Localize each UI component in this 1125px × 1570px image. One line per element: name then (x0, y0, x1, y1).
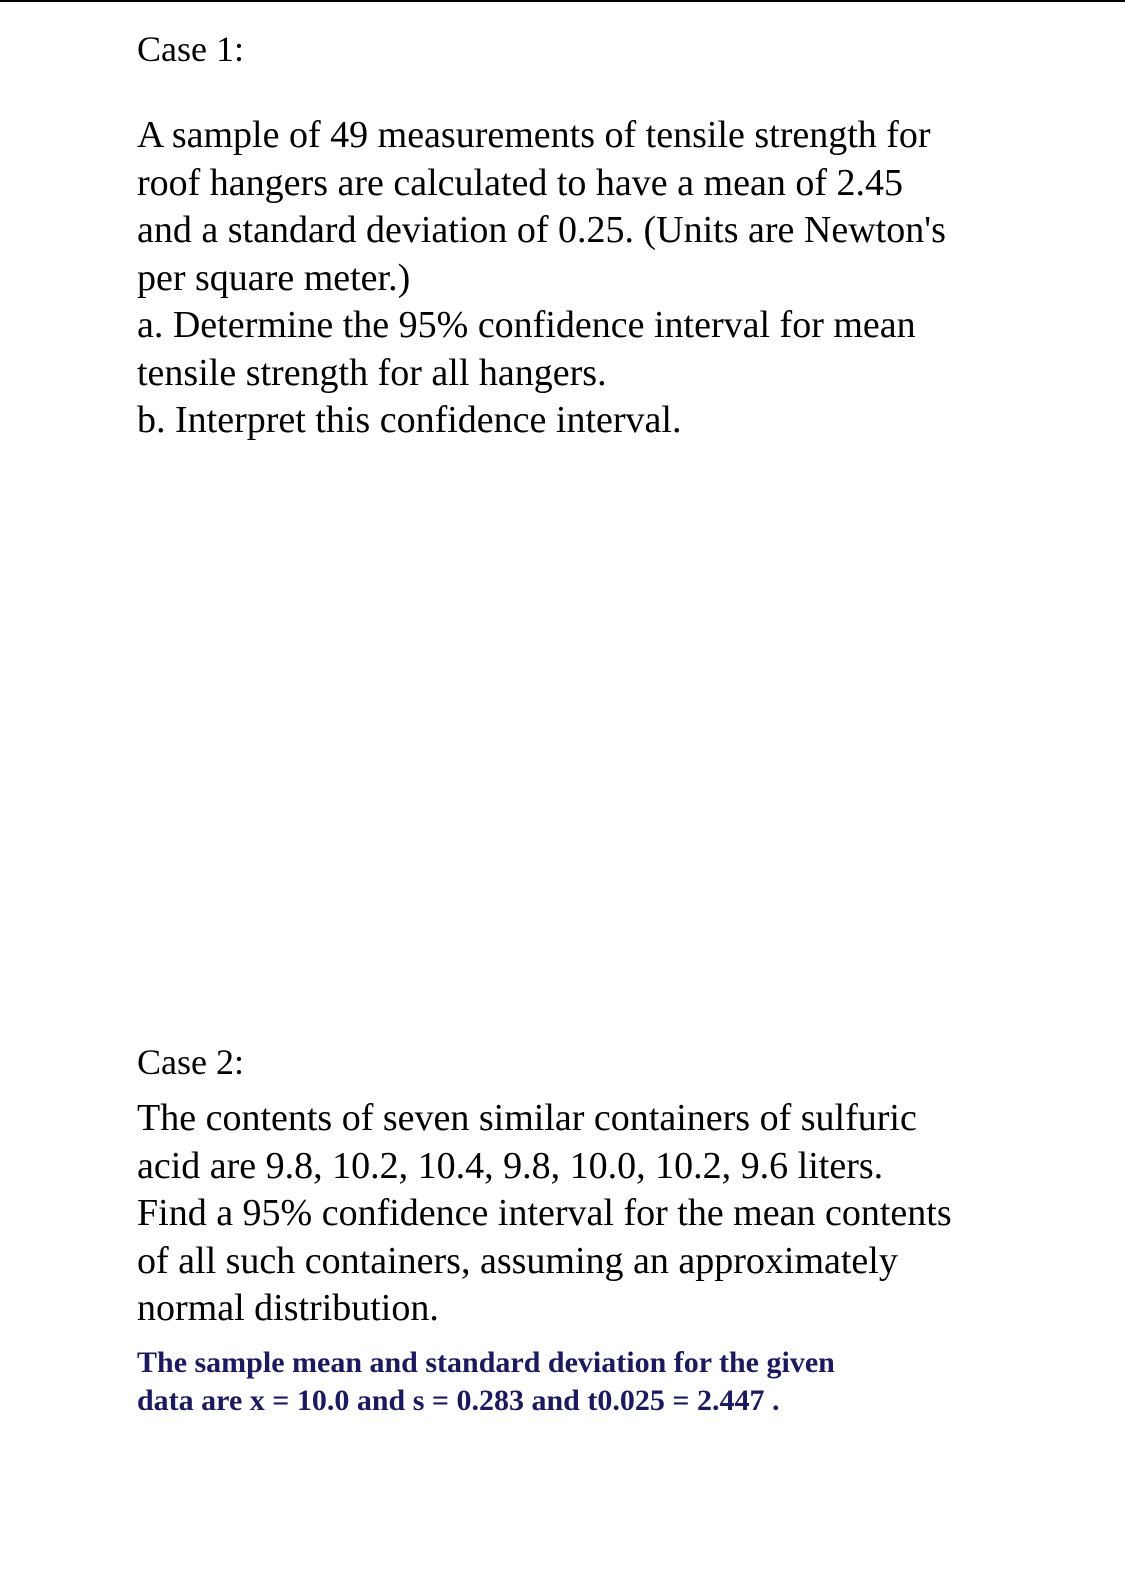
solution-line: data are x = 10.0 and s = 0.283 and t0.025 = 2.447 . (137, 1384, 780, 1417)
case-2-heading: Case 2: (137, 1042, 244, 1082)
case-1-heading-block (137, 29, 1037, 69)
case-2-solution (137, 1344, 1037, 1420)
case-2-line: Find a 95% confidence interval for the mean contents (137, 1192, 952, 1234)
case-2-heading-block (137, 1042, 1037, 1082)
case-1-line: roof hangers are calculated to have a mean of 2.45 (137, 161, 903, 204)
case-2-paragraph (137, 1095, 1037, 1333)
solution-line: The sample mean and standard deviation for the given (137, 1346, 835, 1379)
case-1-line: A sample of 49 measurements of tensile strength for (137, 114, 931, 156)
case-1-question-b: b. Interpret this confidence interval. (137, 399, 682, 441)
case-1-question-a: a. Determine the 95% confidence interval for mean (137, 304, 916, 346)
case-2-solution-paragraph (137, 1344, 1037, 1420)
case-2-line: The contents of seven similar containers of sulfuric (137, 1097, 917, 1139)
top-rule (0, 0, 1125, 2)
case-2-line: normal distribution. (137, 1287, 439, 1329)
case-1-question-a-cont: tensile strength for all hangers. (137, 351, 607, 394)
case-1-paragraph (137, 112, 1037, 445)
case-2-line: acid are 9.8, 10.2, 10.4, 9.8, 10.0, 10.2, 9.6 liters. (137, 1144, 884, 1187)
case-1-problem (137, 112, 1037, 445)
case-1-line: and a standard deviation of 0.25. (Units are Newton's (137, 209, 946, 251)
case-2-problem (137, 1095, 1037, 1333)
case-2-line: of all such containers, assuming an approximately (137, 1239, 898, 1282)
case-1-heading: Case 1: (137, 29, 244, 69)
case-1-line: per square meter.) (137, 256, 411, 299)
